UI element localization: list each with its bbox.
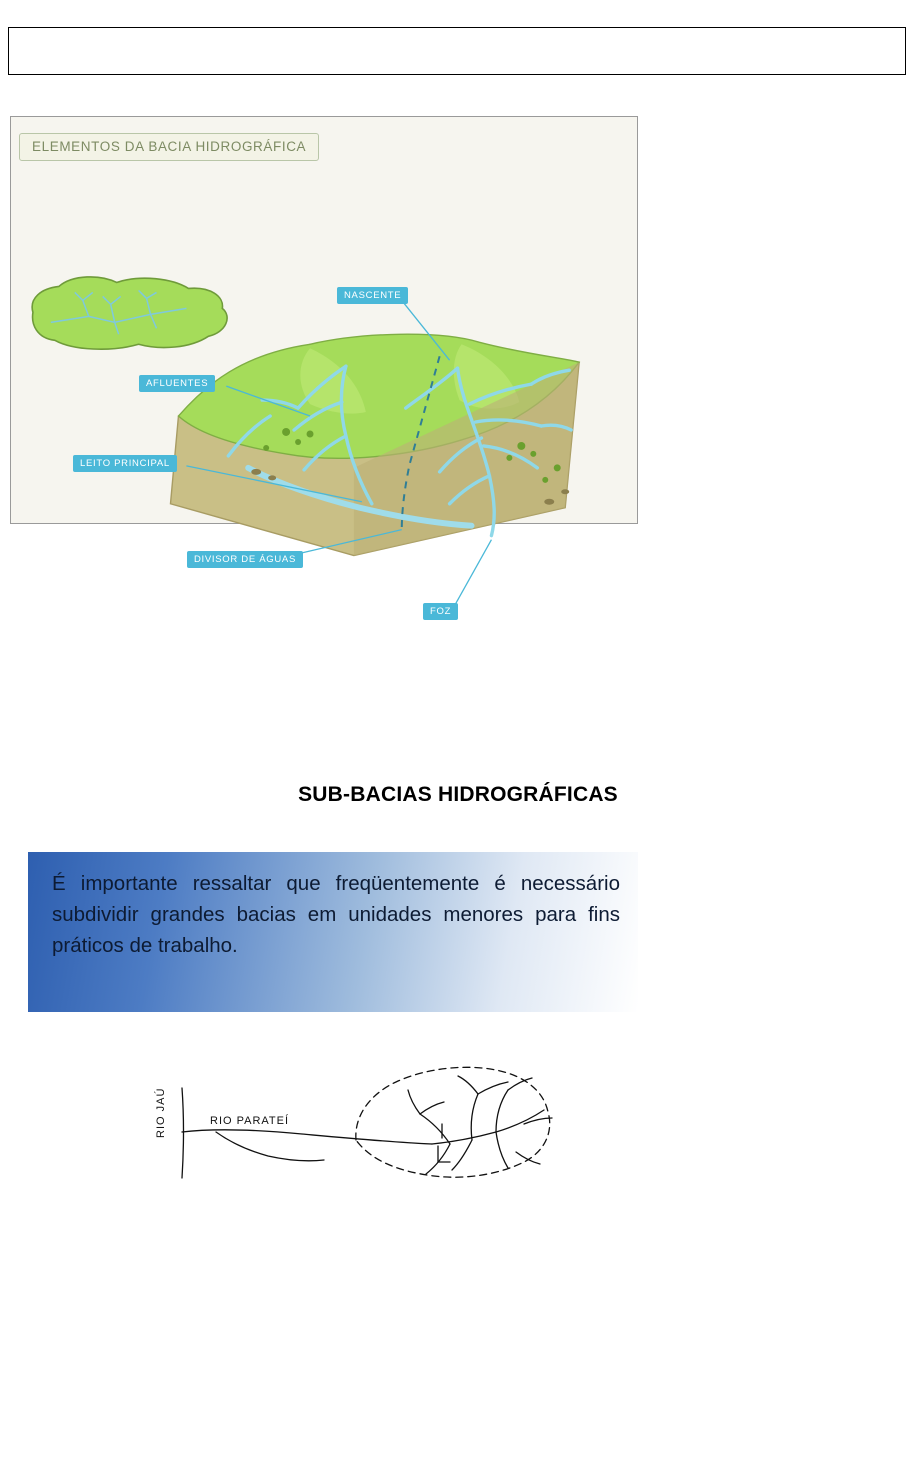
label-leito-principal: LEITO PRINCIPAL [73,455,177,472]
highlight-text: É importante ressaltar que freqüentemente é necessário subdividir grandes bacias em unidades menores para fins práticos de trabalho. [52,872,620,958]
label-divisor-de-aguas: DIVISOR DE ÁGUAS [187,551,303,568]
figure-title: ELEMENTOS DA BACIA HIDROGRÁFICA [19,133,319,161]
sketch-drawing [120,1020,580,1200]
sketch-label-rio-jau: RIO JAÚ [155,1087,167,1138]
label-foz: FOZ [423,603,458,620]
label-nascente: NASCENTE [337,287,408,304]
inset-watershed-map [32,277,227,349]
figure-basin-elements [10,116,638,617]
sketch-sub-basins [120,1020,580,1200]
sketch-label-rio-paratei: RIO PARATEÍ [210,1115,290,1127]
label-afluentes: AFLUENTES [139,375,215,392]
highlight-callout [28,852,638,1012]
page-title: SUB-BACIAS HIDROGRÁFICAS [298,783,618,807]
header-box [8,27,906,75]
